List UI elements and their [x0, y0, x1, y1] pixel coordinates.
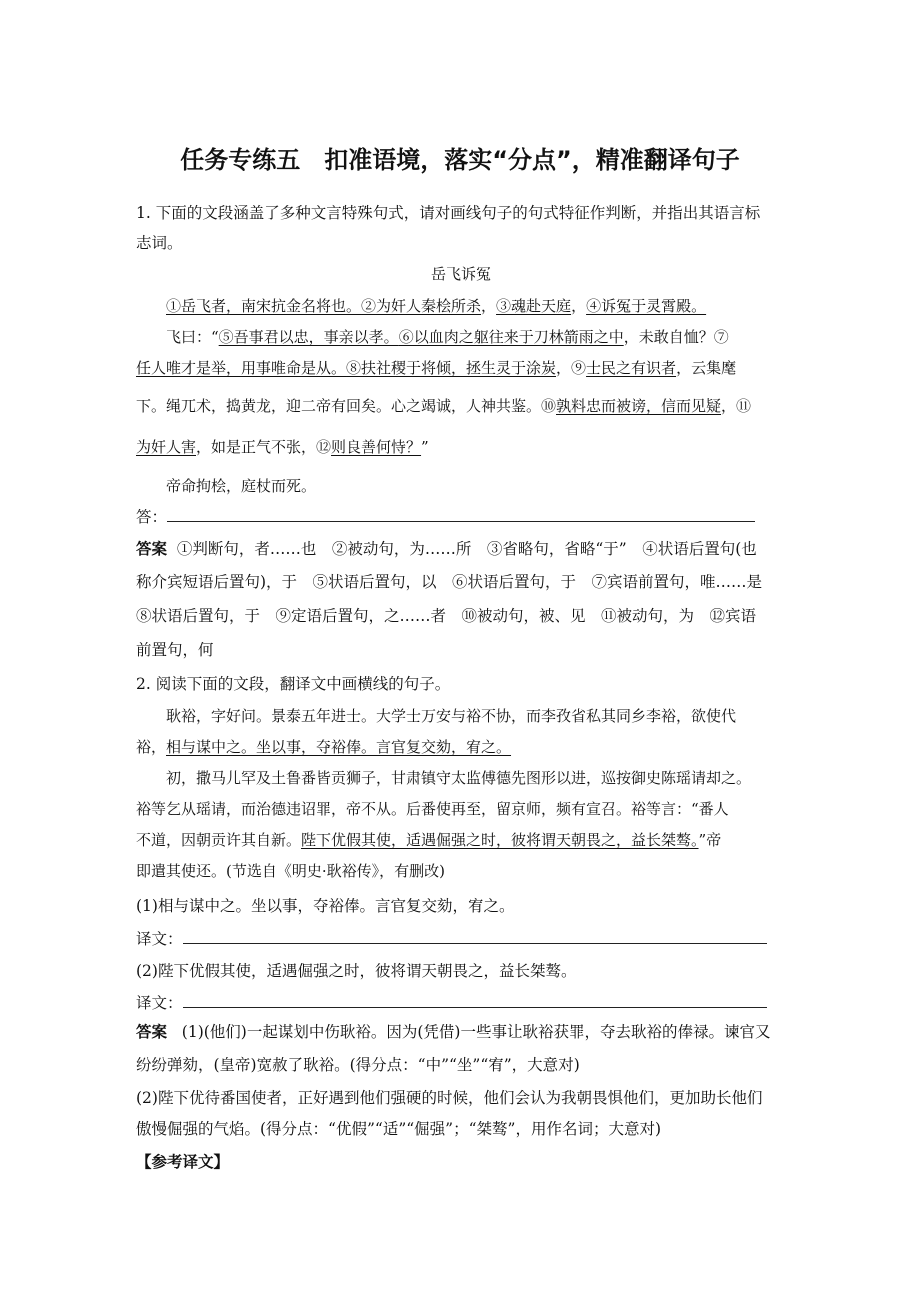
underlined-sentence: 为奸人害 [136, 438, 197, 456]
passage-text: ，未敢自恤？⑦ [623, 328, 729, 346]
translation-label-2: 译文： [136, 994, 183, 1012]
q2-underlined-sentence-2: 陛下优假其使，适遇倔强之时，彼将谓天朝畏之，益长桀骜。 [301, 831, 699, 849]
passage-para-1 [136, 296, 816, 316]
translation-line-1 [136, 929, 786, 949]
answer-label: 答： [136, 508, 168, 526]
q2-answer-text1: (1)(他们)一起谋划中伤耿裕。因为(凭借)一些事让耿裕获罪，夺去耿裕的俸禄。谏官又 [181, 1023, 771, 1041]
underlined-sentence: ③魂赴天庭 [496, 297, 572, 315]
q1-prompt-line2: 志词。 [136, 234, 183, 252]
answer-blank[interactable] [167, 507, 755, 522]
passage-text: ，如是正气不张，⑫ [196, 438, 332, 456]
q2-answer-line2: 纷纷弹劾，(皇帝)宽赦了耿裕。(得分点：“中”“坐”“宥”，大意对) [136, 1056, 580, 1074]
underlined-sentence: 士民之有识者 [586, 359, 677, 377]
passage-text: 下。绳兀术，捣黄龙，迎二帝有回矣。心之竭诚，人神共鉴。⑩ [136, 397, 557, 415]
q2-passage-b3-pre: 不道，因朝贡许其自新。 [136, 831, 302, 849]
q2-passage-b3 [136, 830, 786, 850]
q2-passage-b4: 即遣其使还。(节选自《明史·耿裕传》，有删改) [136, 862, 445, 880]
passage-text: ， [481, 297, 497, 315]
underlined-sentence: 孰料忠而被谤，信而见疑 [556, 397, 722, 415]
underlined-sentence: ②为奸人秦桧所杀 [361, 297, 482, 315]
q2-answer-line1 [136, 1022, 786, 1042]
underlined-sentence: 则良善何恃？ [331, 438, 422, 456]
answer-key-label-2: 答案 [136, 1023, 168, 1041]
page-title: 任务专练五 扣准语境，落实“分点”，精准翻译句子 [180, 146, 740, 174]
passage-text: 飞曰：“ [166, 328, 219, 346]
passage-para-2 [136, 327, 816, 347]
q2-answer-line3: (2)陛下优待番国使者，正好遇到他们强硬的时候，他们会认为我朝畏惧他们，更加助长他们 [136, 1089, 763, 1107]
q2-passage-b3-post: ”帝 [698, 831, 722, 849]
reference-translation-label: 【参考译文】 [136, 1153, 230, 1171]
q1-answer-text1: ①判断句，者……也 ②被动句，为……所 ③省略句，省略“于” ④状语后置句(也 [176, 540, 757, 558]
q1-answer-line1 [136, 539, 786, 559]
q2-passage-a2-pre: 裕， [136, 738, 167, 756]
passage-para-6: 帝命拘桧，庭杖而死。 [166, 477, 317, 495]
q2-passage-a2 [136, 737, 786, 757]
q2-underlined-sentence-1: 相与谋中之。坐以事，夺裕俸。言官复交劾，宥之。 [166, 738, 512, 756]
underlined-sentence: ①岳飞者，南宋抗金名将也。 [166, 297, 362, 315]
underlined-sentence: ⑤吾事君以忠，事亲以孝。 [218, 328, 399, 346]
q2-prompt: 2. 阅读下面的文段，翻译文中画横线的句子。 [136, 675, 451, 693]
translation-label-1: 译文： [136, 930, 183, 948]
passage-title: 岳飞诉冤 [430, 265, 491, 283]
q1-answer-line2: 称介宾短语后置句)，于 ⑤状语后置句，以 ⑥状语后置句，于 ⑦宾语前置句，唯……是 [136, 573, 763, 591]
passage-text: ， [571, 297, 587, 315]
translation-blank-1[interactable] [183, 929, 767, 944]
q2-passage-a1: 耿裕，字好问。景泰五年进士。大学士万安与裕不协，而李孜省私其同乡李裕，欲使代 [166, 707, 737, 725]
passage-line-5 [136, 437, 786, 457]
q2-sentence-1: (1)相与谋中之。坐以事，夺裕俸。言官复交劾，宥之。 [136, 897, 515, 915]
passage-line-4 [136, 396, 786, 416]
translation-line-2 [136, 993, 786, 1013]
passage-text: ，⑨ [556, 359, 587, 377]
q2-answer-line4: 傲慢倔强的气焰。(得分点：“优假”“适”“倔强”；“桀骜”，用作名词；大意对) [136, 1120, 661, 1138]
passage-line-3 [136, 358, 786, 378]
q2-passage-b2: 裕等乞从瑶请，而治德违诏罪，帝不从。后番使再至，留京师，频有宣召。裕等言：“番人 [136, 800, 729, 818]
q1-answer-line4: 前置句，何 [136, 641, 214, 659]
answer-key-label: 答案 [136, 540, 168, 558]
underlined-sentence: ④诉冤于灵霄殿。 [586, 297, 707, 315]
q2-sentence-2: (2)陛下优假其使，适遇倔强之时，彼将谓天朝畏之，益长桀骜。 [136, 962, 577, 980]
answer-line-q1 [136, 507, 786, 527]
passage-text: ” [421, 438, 429, 456]
q1-answer-line3: ⑧状语后置句，于 ⑨定语后置句，之……者 ⑩被动句，被、见 ⑪被动句，为 ⑫宾语 [136, 607, 757, 625]
passage-text: ，云集麾 [676, 359, 737, 377]
translation-blank-2[interactable] [183, 993, 767, 1008]
underlined-sentence: ⑥以血肉之躯往来于刀林箭雨之中 [398, 328, 624, 346]
q1-prompt-line1: 1. 下面的文段涵盖了多种文言特殊句式，请对画线句子的句式特征作判断，并指出其语言标 [136, 204, 761, 222]
underlined-sentence: 任人唯才是举，用事唯命是从。 [136, 359, 347, 377]
q2-passage-b1: 初，撒马儿罕及土鲁番皆贡狮子，甘肃镇守太监傅德先图形以进，巡按御史陈瑶请却之。 [166, 769, 752, 787]
underlined-sentence: ⑧扶社稷于将倾，拯生灵于涂炭 [346, 359, 557, 377]
passage-text: ，⑪ [721, 397, 752, 415]
